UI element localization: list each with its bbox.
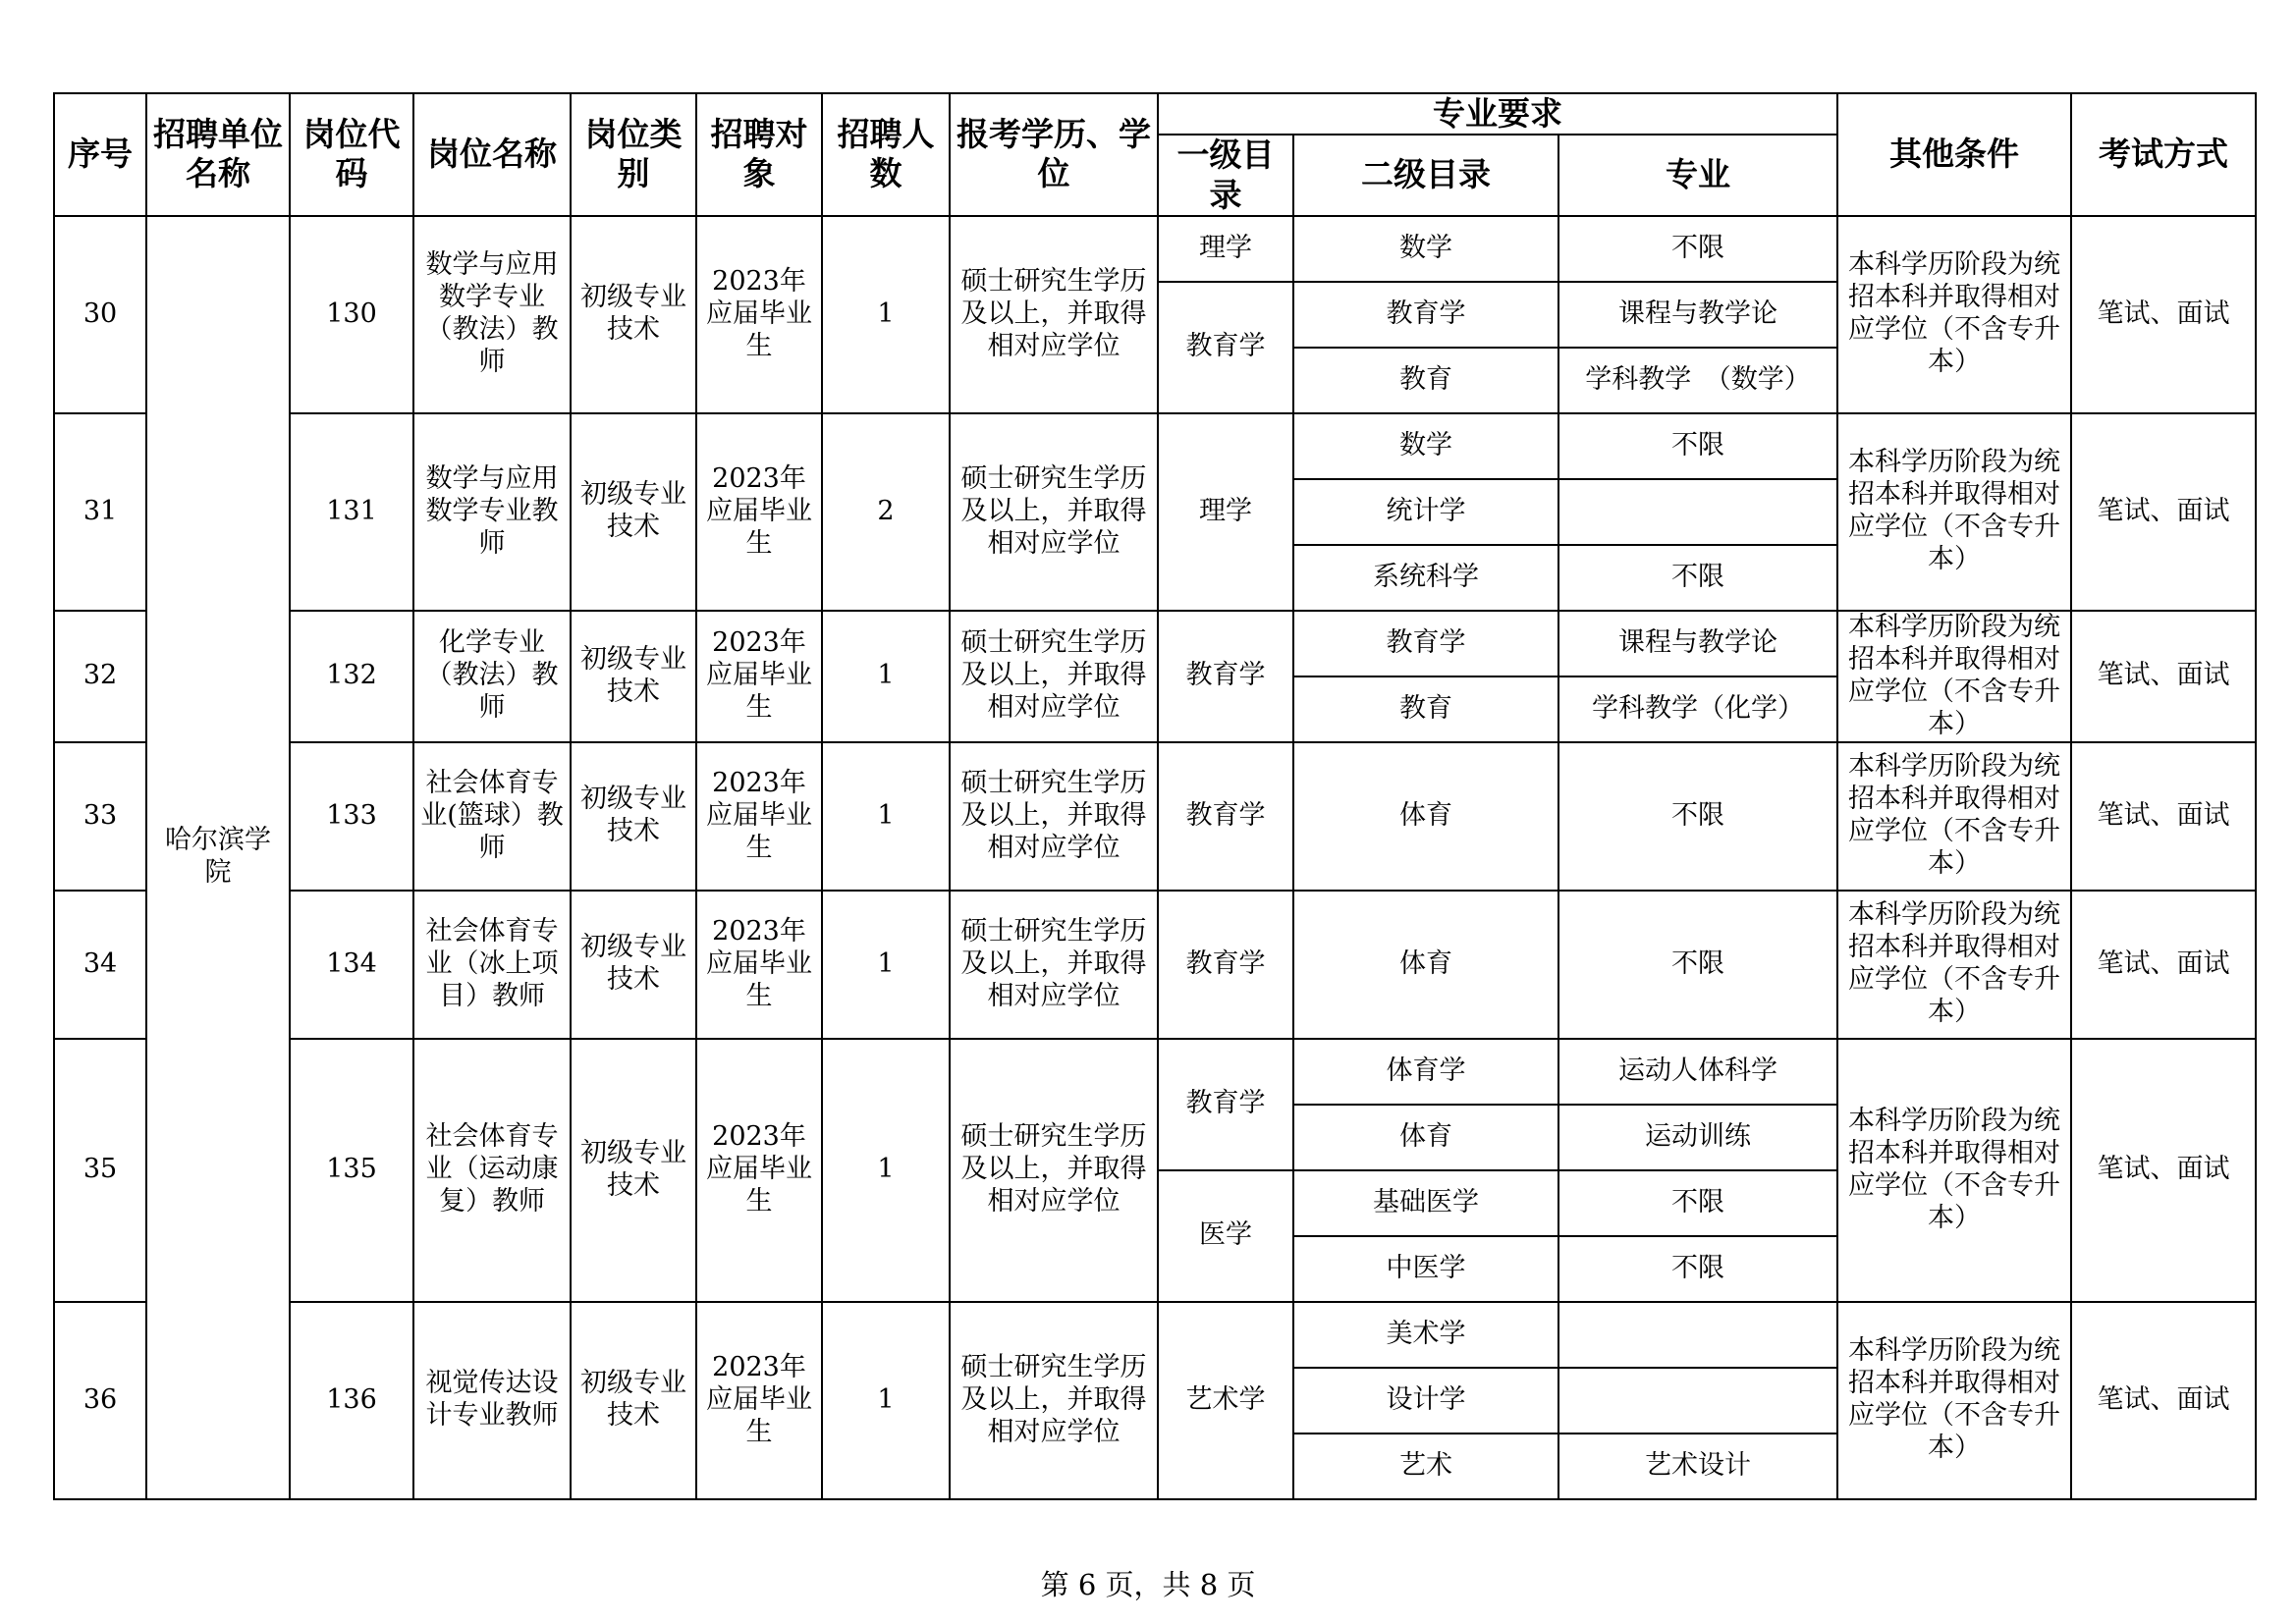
target-cell: 2023年应届毕业生: [696, 742, 822, 891]
position-name-cell: 社会体育专业(篮球）教师: [413, 742, 571, 891]
count-cell: 1: [822, 742, 950, 891]
level2-cell: 教育学: [1293, 611, 1558, 676]
major-cell: 课程与教学论: [1558, 282, 1837, 348]
seq-cell: 35: [54, 1039, 146, 1302]
edu-cell: 硕士研究生学历及以上，并取得相对应学位: [950, 1302, 1158, 1499]
seq-cell: 30: [54, 216, 146, 413]
position-name-cell: 化学专业（教法）教师: [413, 611, 571, 742]
level2-cell: 教育: [1293, 348, 1558, 413]
other-cell: 本科学历阶段为统招本科并取得相对应学位（不含专升本）: [1837, 742, 2071, 891]
level1-cell: 教育学: [1158, 611, 1293, 742]
header-major-group: 专业要求: [1158, 93, 1837, 135]
other-cell: 本科学历阶段为统招本科并取得相对应学位（不含专升本）: [1837, 1039, 2071, 1302]
other-cell: 本科学历阶段为统招本科并取得相对应学位（不含专升本）: [1837, 611, 2071, 742]
header-level2: 二级目录: [1293, 135, 1558, 216]
major-cell: 运动训练: [1558, 1105, 1837, 1170]
seq-cell: 34: [54, 891, 146, 1039]
exam-cell: 笔试、面试: [2071, 742, 2256, 891]
code-cell: 135: [290, 1039, 413, 1302]
code-cell: 133: [290, 742, 413, 891]
edu-cell: 硕士研究生学历及以上，并取得相对应学位: [950, 611, 1158, 742]
major-cell: 不限: [1558, 545, 1837, 611]
exam-cell: 笔试、面试: [2071, 216, 2256, 413]
major-cell: 学科教学（化学）: [1558, 676, 1837, 742]
target-cell: 2023年应届毕业生: [696, 611, 822, 742]
header-code: 岗位代码: [290, 93, 413, 216]
count-cell: 1: [822, 216, 950, 413]
other-cell: 本科学历阶段为统招本科并取得相对应学位（不含专升本）: [1837, 216, 2071, 413]
level1-cell: 教育学: [1158, 891, 1293, 1039]
major-cell: [1558, 1368, 1837, 1434]
seq-cell: 32: [54, 611, 146, 742]
count-cell: 1: [822, 611, 950, 742]
other-cell: 本科学历阶段为统招本科并取得相对应学位（不含专升本）: [1837, 1302, 2071, 1499]
exam-cell: 笔试、面试: [2071, 611, 2256, 742]
seq-cell: 36: [54, 1302, 146, 1499]
table-row: [54, 1039, 2256, 1105]
exam-cell: 笔试、面试: [2071, 413, 2256, 611]
category-cell: 初级专业技术: [571, 1302, 696, 1499]
target-cell: 2023年应届毕业生: [696, 891, 822, 1039]
major-cell: 不限: [1558, 413, 1837, 479]
other-cell: 本科学历阶段为统招本科并取得相对应学位（不含专升本）: [1837, 413, 2071, 611]
target-cell: 2023年应届毕业生: [696, 216, 822, 413]
table-row: [54, 413, 2256, 479]
level2-cell: 数学: [1293, 216, 1558, 282]
table-row: [54, 216, 2256, 282]
count-cell: 1: [822, 1302, 950, 1499]
header-category: 岗位类别: [571, 93, 696, 216]
category-cell: 初级专业技术: [571, 216, 696, 413]
level2-cell: 数学: [1293, 413, 1558, 479]
level2-cell: 统计学: [1293, 479, 1558, 545]
header-major: 专业: [1558, 135, 1837, 216]
exam-cell: 笔试、面试: [2071, 1302, 2256, 1499]
header-count: 招聘人数: [822, 93, 950, 216]
level1-cell: 理学: [1158, 413, 1293, 611]
category-cell: 初级专业技术: [571, 611, 696, 742]
header-target: 招聘对象: [696, 93, 822, 216]
target-cell: 2023年应届毕业生: [696, 413, 822, 611]
level2-cell: 美术学: [1293, 1302, 1558, 1368]
unit-name-cell: 哈尔滨学院: [146, 216, 290, 1499]
header-seq: 序号: [54, 93, 146, 216]
target-cell: 2023年应届毕业生: [696, 1039, 822, 1302]
count-cell: 1: [822, 1039, 950, 1302]
level2-cell: 系统科学: [1293, 545, 1558, 611]
level2-cell: 体育: [1293, 891, 1558, 1039]
edu-cell: 硕士研究生学历及以上，并取得相对应学位: [950, 742, 1158, 891]
level1-cell: 医学: [1158, 1170, 1293, 1302]
major-cell: 不限: [1558, 1170, 1837, 1236]
header-name: 岗位名称: [413, 93, 571, 216]
major-cell: [1558, 479, 1837, 545]
recruitment-table: [53, 92, 2257, 1500]
code-cell: 131: [290, 413, 413, 611]
seq-cell: 31: [54, 413, 146, 611]
position-name-cell: 社会体育专业（冰上项目）教师: [413, 891, 571, 1039]
level2-cell: 艺术: [1293, 1434, 1558, 1499]
code-cell: 130: [290, 216, 413, 413]
seq-cell: 33: [54, 742, 146, 891]
major-cell: 运动人体科学: [1558, 1039, 1837, 1105]
level1-cell: 教育学: [1158, 282, 1293, 413]
position-name-cell: 社会体育专业（运动康复）教师: [413, 1039, 571, 1302]
major-cell: 艺术设计: [1558, 1434, 1837, 1499]
level2-cell: 教育: [1293, 676, 1558, 742]
position-name-cell: 数学与应用数学专业教师: [413, 413, 571, 611]
header-level1: 一级目录: [1158, 135, 1293, 216]
level1-cell: 教育学: [1158, 1039, 1293, 1170]
level2-cell: 体育: [1293, 742, 1558, 891]
level1-cell: 艺术学: [1158, 1302, 1293, 1499]
major-cell: 不限: [1558, 742, 1837, 891]
category-cell: 初级专业技术: [571, 742, 696, 891]
category-cell: 初级专业技术: [571, 413, 696, 611]
position-name-cell: 视觉传达设计专业教师: [413, 1302, 571, 1499]
target-cell: 2023年应届毕业生: [696, 1302, 822, 1499]
count-cell: 1: [822, 891, 950, 1039]
count-cell: 2: [822, 413, 950, 611]
header-other: 其他条件: [1837, 93, 2071, 216]
header-unit: 招聘单位名称: [146, 93, 290, 216]
level2-cell: 体育学: [1293, 1039, 1558, 1105]
category-cell: 初级专业技术: [571, 1039, 696, 1302]
code-cell: 132: [290, 611, 413, 742]
major-cell: 学科教学 （数学）: [1558, 348, 1837, 413]
table-row: [54, 891, 2256, 1039]
level1-cell: 教育学: [1158, 742, 1293, 891]
table-row: [54, 742, 2256, 891]
header-exam: 考试方式: [2071, 93, 2256, 216]
major-cell: 不限: [1558, 1236, 1837, 1302]
level2-cell: 设计学: [1293, 1368, 1558, 1434]
level2-cell: 基础医学: [1293, 1170, 1558, 1236]
other-cell: 本科学历阶段为统招本科并取得相对应学位（不含专升本）: [1837, 891, 2071, 1039]
table-row: [54, 611, 2256, 676]
edu-cell: 硕士研究生学历及以上，并取得相对应学位: [950, 1039, 1158, 1302]
major-cell: 不限: [1558, 216, 1837, 282]
edu-cell: 硕士研究生学历及以上，并取得相对应学位: [950, 891, 1158, 1039]
category-cell: 初级专业技术: [571, 891, 696, 1039]
exam-cell: 笔试、面试: [2071, 1039, 2256, 1302]
position-name-cell: 数学与应用数学专业（教法）教师: [413, 216, 571, 413]
level2-cell: 中医学: [1293, 1236, 1558, 1302]
major-cell: [1558, 1302, 1837, 1368]
code-cell: 134: [290, 891, 413, 1039]
page-footer: 第 6 页，共 8 页: [1040, 1568, 1256, 1601]
header-edu: 报考学历、学位: [950, 93, 1158, 216]
edu-cell: 硕士研究生学历及以上，并取得相对应学位: [950, 413, 1158, 611]
edu-cell: 硕士研究生学历及以上，并取得相对应学位: [950, 216, 1158, 413]
code-cell: 136: [290, 1302, 413, 1499]
exam-cell: 笔试、面试: [2071, 891, 2256, 1039]
table-row: [54, 1302, 2256, 1368]
level1-cell: 理学: [1158, 216, 1293, 282]
major-cell: 课程与教学论: [1558, 611, 1837, 676]
level2-cell: 教育学: [1293, 282, 1558, 348]
major-cell: 不限: [1558, 891, 1837, 1039]
level2-cell: 体育: [1293, 1105, 1558, 1170]
